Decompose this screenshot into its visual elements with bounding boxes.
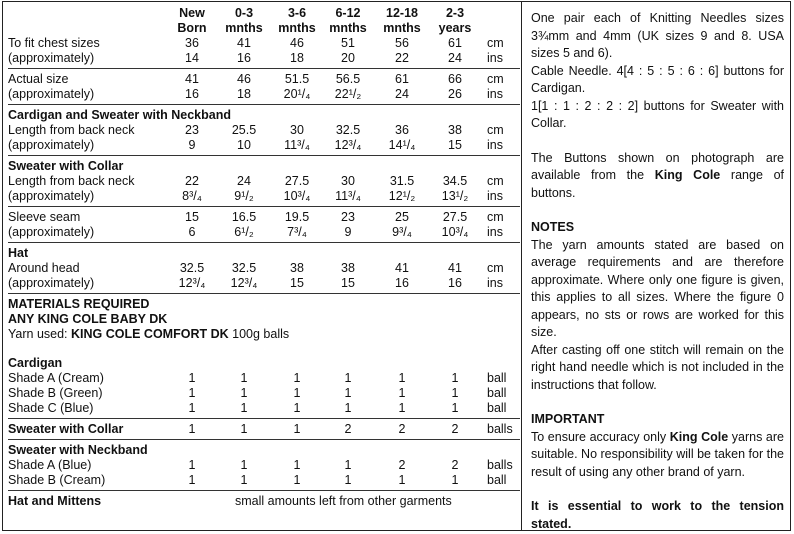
unit-label: ins — [487, 51, 503, 65]
size-value: 11³/₄ — [335, 189, 361, 203]
row-label: Shade A (Blue) — [8, 458, 92, 472]
row-divider — [8, 206, 520, 207]
size-value: 1 — [398, 386, 406, 400]
size-value: 41 — [448, 261, 462, 275]
size-value: 11³/₄ — [284, 138, 310, 152]
table-row — [8, 261, 516, 276]
important-paragraph: To ensure accuracy only King Cole yarns are suitable. No responsibility will be taken for the result of using any other brand of yarn. — [531, 429, 784, 479]
column-divider — [521, 1, 522, 531]
section-title: Cardigan and Sweater with Neckband — [8, 108, 231, 122]
notes-paragraph-1: The yarn amounts stated are based on average requirements and are therefore approximate. Where only one figure is given, this applies to all sizes. Where the figure 0 appears, no sts or rows are worked for this size. — [531, 237, 784, 339]
size-value: 1 — [451, 401, 459, 415]
size-value: 1 — [344, 458, 352, 472]
size-value: 1 — [451, 371, 459, 385]
unit-label: balls — [487, 458, 513, 472]
size-value: 1 — [398, 401, 406, 415]
sweater-buttons-text: 1[1 : 1 : 2 : 2 : 2] buttons for Sweater with Collar. — [531, 98, 784, 130]
size-value: 2 — [344, 422, 352, 436]
unit-label: cm — [487, 174, 504, 188]
tension-note: It is essential to work to the tension stated. — [531, 499, 784, 531]
row-divider — [8, 490, 520, 491]
size-value: 8³/₄ — [182, 189, 202, 203]
size-value: 16 — [185, 87, 199, 101]
size-value: 1 — [240, 422, 248, 436]
size-value: 31.5 — [389, 174, 415, 188]
section-title: Cardigan — [8, 356, 63, 370]
size-value: 1 — [188, 473, 196, 487]
size-value: 10³/₄ — [283, 189, 311, 203]
size-value: 1 — [240, 458, 248, 472]
row-label: Shade B (Cream) — [8, 473, 106, 487]
size-value: 1 — [293, 386, 301, 400]
buttons-shown-text: The Buttons shown on photograph are available from the King Cole range of buttons. — [531, 150, 784, 200]
row-divider — [8, 293, 520, 294]
unit-label: balls — [487, 422, 513, 436]
size-value: 1 — [293, 458, 301, 472]
size-value: 46 — [290, 36, 304, 50]
size-value: 16 — [395, 276, 409, 290]
size-value: 1 — [188, 371, 196, 385]
size-value: 41 — [237, 36, 251, 50]
yarn-used-line: Yarn used: KING COLE COMFORT DK 100g balls — [8, 327, 290, 341]
size-value: 46 — [237, 72, 251, 86]
size-value: 1 — [240, 401, 248, 415]
size-header: mnths — [383, 21, 421, 35]
size-value: 26 — [448, 87, 462, 101]
table-row — [8, 371, 516, 386]
cable-needle-text: Cable Needle. 4[4 : 5 : 5 : 6 : 6] buttons for Cardigan. — [531, 63, 784, 95]
row-divider — [8, 439, 520, 440]
table-row — [8, 276, 516, 291]
table-row — [8, 401, 516, 416]
size-header: mnths — [329, 21, 367, 35]
row-label: Sleeve seam — [8, 210, 81, 224]
section-title: Sweater with Collar — [8, 159, 124, 173]
size-value: 1 — [188, 386, 196, 400]
size-value: 14 — [185, 51, 199, 65]
row-divider — [8, 155, 520, 156]
size-value: 12³/₄ — [334, 138, 362, 152]
size-value: 12³/₄ — [230, 276, 258, 290]
size-value: 1 — [240, 386, 248, 400]
table-row — [8, 225, 516, 240]
hat-size-rows — [8, 261, 516, 291]
size-value: 34.5 — [442, 174, 468, 188]
hat-mittens-row — [8, 494, 516, 509]
size-value: 9 — [188, 138, 196, 152]
size-value: 1 — [293, 401, 301, 415]
size-header: 3-6 — [287, 6, 307, 20]
size-value: 61 — [448, 36, 462, 50]
unit-label: ins — [487, 225, 503, 239]
size-value: 16 — [448, 276, 462, 290]
unit-label: ball — [487, 386, 507, 400]
table-row — [8, 87, 516, 102]
size-value: 1 — [451, 473, 459, 487]
actual-size-rows — [8, 72, 516, 102]
size-header: 2-3 — [445, 6, 465, 20]
size-value: 41 — [185, 72, 199, 86]
size-header: New — [179, 6, 205, 20]
size-value: 6¹/₂ — [234, 225, 254, 239]
size-value: 20 — [341, 51, 355, 65]
sweater-neckband-yarn-rows — [8, 458, 516, 488]
table-row — [8, 36, 516, 51]
cardigan-yarn-rows — [8, 371, 516, 416]
row-label: (approximately) — [8, 51, 95, 65]
size-value: 16 — [237, 51, 251, 65]
size-value: 32.5 — [231, 261, 257, 275]
size-value: 12³/₄ — [178, 276, 206, 290]
notes-heading: NOTES — [531, 220, 575, 234]
size-value: 1 — [188, 458, 196, 472]
size-value: 9³/₄ — [392, 225, 412, 239]
size-value: 2 — [398, 422, 406, 436]
size-value: 41 — [395, 261, 409, 275]
size-value: 6 — [188, 225, 196, 239]
size-header: Born — [177, 21, 207, 35]
size-value: 25 — [395, 210, 409, 224]
cardigan-neckband-length-rows — [8, 123, 516, 153]
size-value: 38 — [290, 261, 304, 275]
chest-size-rows — [8, 36, 516, 66]
size-value: 61 — [395, 72, 409, 86]
size-value: 1 — [451, 386, 459, 400]
notes-paragraph-2: After casting off one stitch will remain on the right hand needle which is not included in the instructions that follow. — [531, 342, 784, 392]
unit-label: cm — [487, 210, 504, 224]
size-value: 15 — [290, 276, 304, 290]
unit-label: ins — [487, 138, 503, 152]
unit-label: ball — [487, 473, 507, 487]
row-label: Shade B (Green) — [8, 386, 103, 400]
sleeve-seam-rows — [8, 210, 516, 240]
section-title: Sweater with Neckband — [8, 443, 148, 457]
unit-label: cm — [487, 36, 504, 50]
table-row — [8, 210, 516, 225]
table-row — [8, 458, 516, 473]
row-label: Shade A (Cream) — [8, 371, 104, 385]
size-header: mnths — [225, 21, 263, 35]
size-value: 22 — [395, 51, 409, 65]
size-value: 38 — [341, 261, 355, 275]
size-value: 51 — [341, 36, 355, 50]
size-value: 30 — [341, 174, 355, 188]
unit-label: ins — [487, 87, 503, 101]
size-value: 9 — [344, 225, 352, 239]
size-value: 36 — [395, 123, 409, 137]
size-value: 15 — [448, 138, 462, 152]
table-row — [8, 422, 516, 437]
size-value: 2 — [398, 458, 406, 472]
sweater-collar-length-rows — [8, 174, 516, 204]
unit-label: ball — [487, 371, 507, 385]
size-value: 1 — [293, 371, 301, 385]
row-label: Shade C (Blue) — [8, 401, 94, 415]
size-value: 1 — [240, 371, 248, 385]
materials-title: MATERIALS REQUIRED — [8, 297, 150, 311]
unit-label: cm — [487, 261, 504, 275]
row-label: (approximately) — [8, 276, 95, 290]
size-value: 9¹/₂ — [234, 189, 254, 203]
size-value: 7³/₄ — [287, 225, 307, 239]
table-row — [8, 174, 516, 189]
row-label: (approximately) — [8, 225, 95, 239]
row-divider — [8, 418, 520, 419]
size-header: 6-12 — [335, 6, 361, 20]
size-value: 23 — [185, 123, 199, 137]
size-value: 1 — [344, 386, 352, 400]
size-value: 1 — [398, 371, 406, 385]
hat-mittens-label: Hat and Mittens — [8, 494, 102, 508]
size-value: 1 — [188, 422, 196, 436]
size-value: 32.5 — [335, 123, 361, 137]
sweater-collar-yarn-row — [8, 422, 516, 437]
size-value: 24 — [448, 51, 462, 65]
size-header: 12-18 — [386, 6, 418, 20]
size-header-row-1 — [8, 6, 516, 21]
row-divider — [8, 242, 520, 243]
size-value: 10 — [237, 138, 251, 152]
row-label: (approximately) — [8, 87, 95, 101]
size-value: 2 — [451, 458, 459, 472]
unit-label: ball — [487, 401, 507, 415]
size-value: 1 — [188, 401, 196, 415]
row-label: Actual size — [8, 72, 69, 86]
size-value: 1 — [398, 473, 406, 487]
row-label: (approximately) — [8, 138, 95, 152]
table-row — [8, 386, 516, 401]
size-value: 66 — [448, 72, 462, 86]
size-value: 1 — [240, 473, 248, 487]
size-header: 0-3 — [234, 6, 254, 20]
table-row — [8, 123, 516, 138]
size-value: 1 — [293, 422, 301, 436]
size-header: years — [438, 21, 472, 35]
size-value: 20¹/₄ — [283, 87, 311, 101]
size-value: 27.5 — [442, 210, 468, 224]
table-row — [8, 51, 516, 66]
size-value: 22 — [185, 174, 199, 188]
size-value: 15 — [185, 210, 199, 224]
size-value: 15 — [341, 276, 355, 290]
needles-text: One pair each of Knitting Needles sizes 3¾mm and 4mm (UK sizes 9 and 8. USA sizes 5 and 6). — [531, 11, 784, 60]
section-title: Hat — [8, 246, 29, 260]
size-value: 27.5 — [284, 174, 310, 188]
size-value: 1 — [344, 371, 352, 385]
size-header-row-2 — [8, 21, 516, 36]
size-value: 13¹/₂ — [441, 189, 469, 203]
row-label: To fit chest sizes — [8, 36, 100, 50]
materials-subtitle: ANY KING COLE BABY DK — [8, 312, 168, 326]
size-value: 2 — [451, 422, 459, 436]
size-value: 51.5 — [284, 72, 310, 86]
size-value: 56 — [395, 36, 409, 50]
size-value: 1 — [344, 401, 352, 415]
size-header: mnths — [278, 21, 316, 35]
row-divider — [8, 104, 520, 105]
size-value: 1 — [344, 473, 352, 487]
size-value: 38 — [448, 123, 462, 137]
size-value: 23 — [341, 210, 355, 224]
measurements-column — [8, 6, 516, 509]
size-value: 10³/₄ — [441, 225, 469, 239]
row-label: Sweater with Collar — [8, 422, 124, 436]
size-value: 24 — [395, 87, 409, 101]
row-label: Length from back neck — [8, 123, 135, 137]
size-value: 22¹/₂ — [334, 87, 362, 101]
size-value: 32.5 — [179, 261, 205, 275]
table-row — [8, 473, 516, 488]
size-value: 18 — [237, 87, 251, 101]
size-value: 18 — [290, 51, 304, 65]
size-value: 1 — [293, 473, 301, 487]
row-divider — [8, 68, 520, 69]
row-label: Length from back neck — [8, 174, 135, 188]
table-row — [8, 72, 516, 87]
hat-mittens-amount: small amounts left from other garments — [235, 494, 452, 508]
unit-label: ins — [487, 276, 503, 290]
row-label: Around head — [8, 261, 80, 275]
size-value: 24 — [237, 174, 251, 188]
row-label: (approximately) — [8, 189, 95, 203]
notes-column — [531, 10, 784, 533]
table-row — [8, 189, 516, 204]
size-value: 12¹/₂ — [388, 189, 416, 203]
table-row — [8, 138, 516, 153]
size-value: 36 — [185, 36, 199, 50]
unit-label: cm — [487, 123, 504, 137]
size-value: 56.5 — [335, 72, 361, 86]
size-value: 14¹/₄ — [388, 138, 416, 152]
size-value: 19.5 — [284, 210, 310, 224]
size-value: 25.5 — [231, 123, 257, 137]
unit-label: cm — [487, 72, 504, 86]
size-value: 30 — [290, 123, 304, 137]
size-value: 16.5 — [231, 210, 257, 224]
unit-label: ins — [487, 189, 503, 203]
important-heading: IMPORTANT — [531, 412, 605, 426]
